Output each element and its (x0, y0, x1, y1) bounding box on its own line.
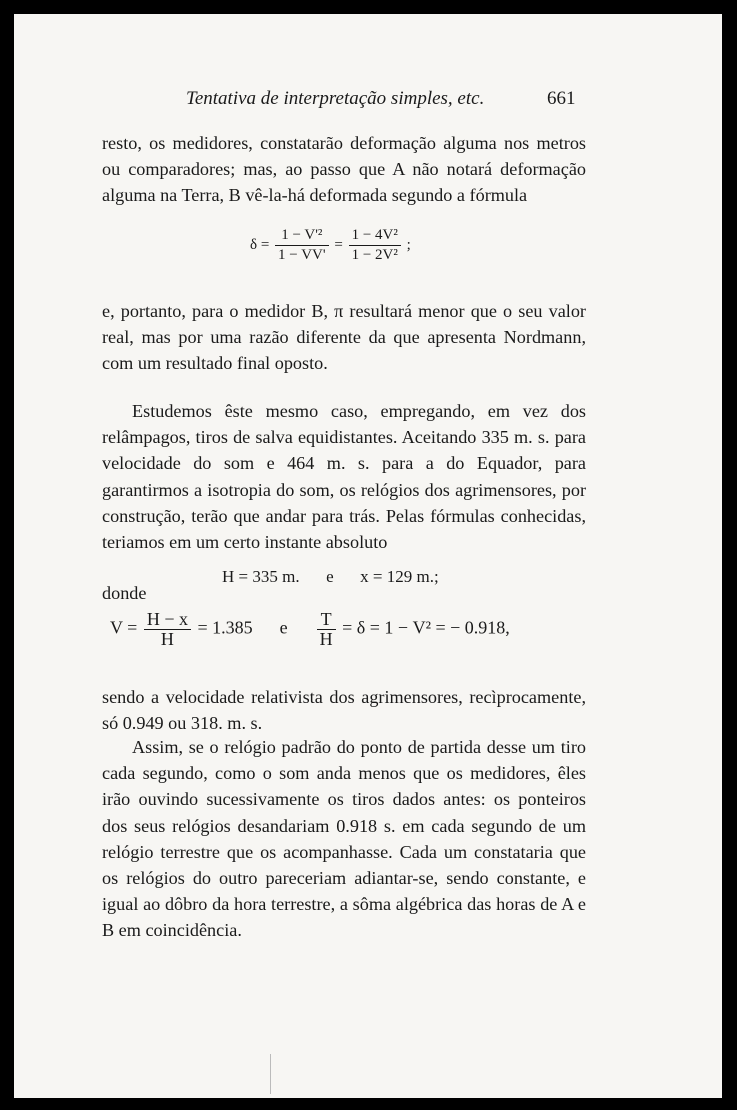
formula-v-rhs: = δ = 1 − V² = − 0.918, (342, 617, 510, 638)
book-page (14, 14, 722, 1098)
formula-conjunction: e (326, 567, 334, 586)
formula-x-value: x = 129 m.; (360, 567, 439, 586)
fraction-1-numerator: 1 − V'² (281, 227, 323, 243)
fraction-3-denominator: H (144, 629, 191, 649)
fraction-2-numerator: 1 − 4V² (351, 227, 398, 243)
fraction-4-numerator: T (320, 609, 332, 629)
paragraph-3: Estudemos êste mesmo caso, empregando, em vez dos relâmpagos, tiros de salva equidistantes. Aceitando 335 m. s. para velocidade do som e 464 m. s. para a do Equador, para garantirmos a isotropia do som, os relógios dos agrimensores, por construção, terão que andar para trás. Pelas fórmulas conhecidas, teriamos em um certo instante absoluto (102, 401, 586, 553)
fraction-2 (349, 226, 401, 265)
donde-text: donde (102, 583, 147, 603)
formula-delta-equals: = (334, 236, 343, 253)
paragraph-5: Assim, se o relógio padrão do ponto de partida desse um tiro cada segundo, como o som anda menos que os medidores, êles irão ouvindo sucessivamente os tiros dados antes: os ponteiros dos seus relógios desandariam 0.918 s. em cada segundo de um relógio terrestre que os acompanhasse. Cada um constataria que os relógios do outro pareceriam adiantar-se, sendo constante, e igual ao dôbro da hora terrestre, a sôma algébrica das horas de A e B em coincidência. (102, 737, 586, 941)
formula-delta (250, 226, 411, 265)
formula-v-lhs: V = (110, 617, 138, 638)
fraction-4-denominator: H (317, 629, 336, 649)
fraction-2-denominator: 1 − 2V² (349, 245, 401, 265)
fraction-1-denominator: 1 − VV' (275, 245, 329, 265)
paragraph-2: e, portanto, para o medidor B, π resultará menor que o seu valor real, mas por uma razão diferente da que apresenta Nordmann, com um resultado final oposto. (102, 301, 586, 374)
running-title: Tentativa de interpretação simples, etc. (186, 88, 485, 109)
fraction-4 (317, 610, 336, 649)
formula-v-value: = 1.385 (197, 617, 253, 638)
formula-delta-lhs: δ = (250, 236, 270, 253)
formula-v-conjunction: e (279, 617, 288, 638)
page-header (14, 88, 722, 116)
formula-v (110, 610, 510, 649)
paragraph-4: sendo a velocidade relativista dos agrimensores, recìprocamente, só 0.949 ou 318. m. s. (102, 687, 586, 734)
paragraph-1: resto, os medidores, constatarão deformação alguma nos metros ou comparadores; mas, ao passo que A não notará deformação alguma na Terra, B vê-la-há deformada segundo a fórmula (102, 133, 586, 206)
page-fold-mark (270, 1054, 271, 1094)
formula-delta-tail: ; (406, 236, 411, 253)
fraction-3 (144, 610, 191, 649)
fraction-3-numerator: H − x (146, 609, 188, 629)
formula-h-x (222, 567, 439, 587)
formula-h-value: H = 335 m. (222, 567, 300, 586)
page-number: 661 (547, 88, 576, 109)
fraction-1 (275, 226, 329, 265)
